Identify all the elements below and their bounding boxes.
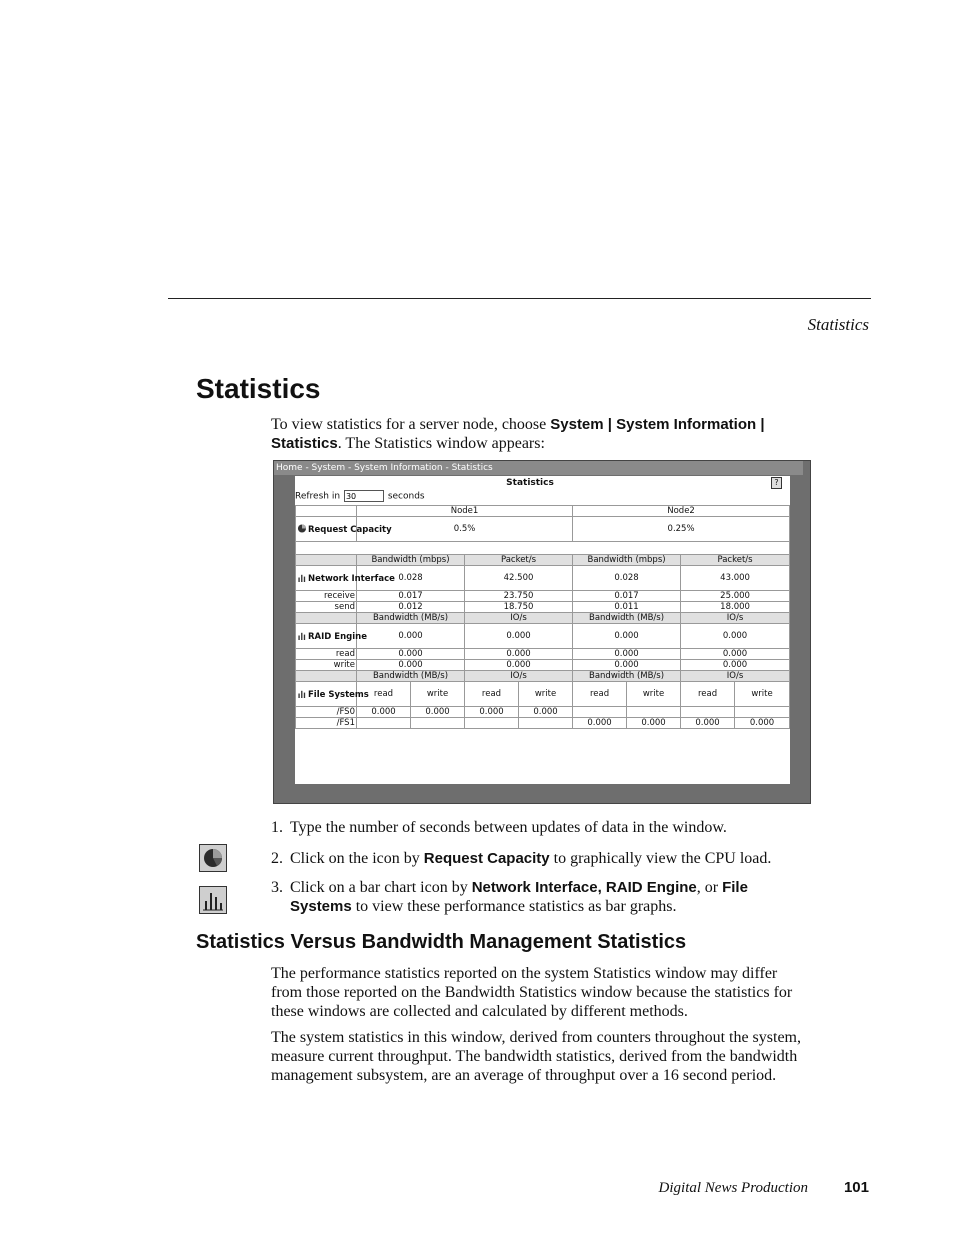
table-cell: 42.500 xyxy=(465,566,573,591)
table-cell: 0.000 xyxy=(357,624,465,649)
bar-chart-icon[interactable] xyxy=(297,573,307,582)
table-cell: 0.000 xyxy=(465,624,573,649)
intro-menu-path: System | System Information | Statistics xyxy=(271,416,765,452)
network-interface-label[interactable]: Network Interface xyxy=(296,566,357,591)
table-subheader: read xyxy=(573,682,627,707)
request-capacity-label[interactable]: Request Capacity xyxy=(296,517,357,542)
body-paragraph-2: The system statistics in this window, derived from counters throughout the system, measure current throughput. The bandwidth statistics, derived from the bandwidth management subsystem, are an average of throughput over a 16 second period. xyxy=(271,1029,801,1084)
table-cell: 0.000 xyxy=(465,649,573,660)
table-cell: 23.750 xyxy=(465,591,573,602)
refresh-seconds-input[interactable] xyxy=(344,490,384,502)
table-cell: 18.000 xyxy=(681,602,790,613)
table-cell xyxy=(465,718,519,729)
bar-chart-icon xyxy=(199,886,227,914)
table-cell xyxy=(357,718,411,729)
table-cell: 0.000 xyxy=(519,707,573,718)
node1-request-capacity: 0.5% xyxy=(357,517,573,542)
table-cell: 0.017 xyxy=(573,591,681,602)
intro-text-after: . The Statistics window appears: xyxy=(337,435,545,452)
table-header: Bandwidth (mbps) xyxy=(357,555,465,566)
filesystems-header-row xyxy=(296,671,790,682)
table-cell xyxy=(735,707,790,718)
spacer-row xyxy=(296,542,790,555)
table-cell: 0.000 xyxy=(411,707,465,718)
table-row xyxy=(296,602,790,613)
table-row xyxy=(296,591,790,602)
section-heading: Statistics Versus Bandwidth Management Statistics xyxy=(196,931,687,953)
header-rule xyxy=(168,298,871,299)
node2-header: Node2 xyxy=(573,506,790,517)
table-cell: 0.000 xyxy=(573,649,681,660)
row-label: /FS1 xyxy=(296,718,357,729)
table-cell: 0.000 xyxy=(357,707,411,718)
page-number: 101 xyxy=(843,1179,869,1196)
table-header: IO/s xyxy=(681,671,790,682)
table-cell: 25.000 xyxy=(681,591,790,602)
statistics-window-screenshot xyxy=(273,460,811,804)
raid-total-row xyxy=(296,624,790,649)
table-header: Bandwidth (MB/s) xyxy=(357,671,465,682)
table-cell xyxy=(573,707,627,718)
pie-chart-icon[interactable] xyxy=(297,524,307,533)
row-label: /FS0 xyxy=(296,707,357,718)
table-subheader: write xyxy=(627,682,681,707)
table-cell: 43.000 xyxy=(681,566,790,591)
network-total-row xyxy=(296,566,790,591)
intro-text-before: To view statistics for a server node, choose xyxy=(271,416,551,433)
table-header: IO/s xyxy=(465,671,573,682)
row-label: read xyxy=(296,649,357,660)
table-cell: 0.000 xyxy=(357,660,465,671)
table-cell: 0.028 xyxy=(573,566,681,591)
table-cell: 0.017 xyxy=(357,591,465,602)
statistics-table xyxy=(295,505,790,729)
raid-engine-label[interactable]: RAID Engine xyxy=(296,624,357,649)
table-cell: 0.000 xyxy=(681,649,790,660)
row-label: write xyxy=(296,660,357,671)
table-cell: 0.000 xyxy=(627,718,681,729)
table-header: Packet/s xyxy=(681,555,790,566)
table-header: Bandwidth (MB/s) xyxy=(573,613,681,624)
table-cell: 0.000 xyxy=(465,707,519,718)
refresh-control xyxy=(295,490,425,502)
table-cell xyxy=(627,707,681,718)
table-cell xyxy=(681,707,735,718)
node-header-row xyxy=(296,506,790,517)
table-subheader: write xyxy=(411,682,465,707)
filesystems-subheader-row xyxy=(296,682,790,707)
table-subheader: write xyxy=(735,682,790,707)
table-cell: 0.000 xyxy=(681,660,790,671)
table-cell: 0.028 xyxy=(357,566,465,591)
intro-paragraph xyxy=(271,415,811,453)
node2-request-capacity: 0.25% xyxy=(573,517,790,542)
running-head: Statistics xyxy=(807,315,869,334)
table-cell: 0.000 xyxy=(573,660,681,671)
table-cell: 0.000 xyxy=(681,624,790,649)
refresh-suffix: seconds xyxy=(387,491,425,502)
table-header: IO/s xyxy=(681,613,790,624)
breadcrumb: Home - System - System Information - Statistics xyxy=(274,461,803,475)
table-cell: 0.000 xyxy=(465,660,573,671)
body-paragraph-1: The performance statistics reported on the system Statistics window may differ from those reported on the Bandwidth Statistics window because the statistics for these windows are collected and calculated by different methods. xyxy=(271,965,793,1020)
request-capacity-row xyxy=(296,517,790,542)
table-cell: 0.000 xyxy=(573,718,627,729)
table-cell: 0.000 xyxy=(357,649,465,660)
table-subheader: read xyxy=(357,682,411,707)
table-header: Bandwidth (mbps) xyxy=(573,555,681,566)
network-header-row xyxy=(296,555,790,566)
file-systems-label[interactable]: File Systems xyxy=(296,682,357,707)
footer-title: Digital News Production xyxy=(658,1180,808,1196)
table-cell xyxy=(411,718,465,729)
table-subheader: read xyxy=(465,682,519,707)
table-subheader: write xyxy=(519,682,573,707)
row-label: send xyxy=(296,602,357,613)
table-header: Packet/s xyxy=(465,555,573,566)
table-header: Bandwidth (MB/s) xyxy=(357,613,465,624)
table-header: Bandwidth (MB/s) xyxy=(573,671,681,682)
pie-chart-icon xyxy=(199,844,227,872)
table-cell: 0.012 xyxy=(357,602,465,613)
window-title: Statistics xyxy=(506,478,554,488)
table-row xyxy=(296,660,790,671)
page-title: Statistics xyxy=(196,373,321,404)
row-label: receive xyxy=(296,591,357,602)
table-row xyxy=(296,707,790,718)
table-cell: 18.750 xyxy=(465,602,573,613)
help-button[interactable]: ? xyxy=(771,477,782,489)
table-row xyxy=(296,649,790,660)
table-cell: 0.000 xyxy=(573,624,681,649)
bar-chart-icon[interactable] xyxy=(297,631,307,640)
table-row xyxy=(296,718,790,729)
node1-header: Node1 xyxy=(357,506,573,517)
table-cell xyxy=(519,718,573,729)
raid-header-row xyxy=(296,613,790,624)
table-header: IO/s xyxy=(465,613,573,624)
table-subheader: read xyxy=(681,682,735,707)
refresh-prefix: Refresh in xyxy=(295,491,341,502)
bar-chart-icon[interactable] xyxy=(297,689,307,698)
table-cell: 0.000 xyxy=(681,718,735,729)
table-cell: 0.000 xyxy=(735,718,790,729)
statistics-panel xyxy=(295,476,790,784)
table-cell: 0.011 xyxy=(573,602,681,613)
